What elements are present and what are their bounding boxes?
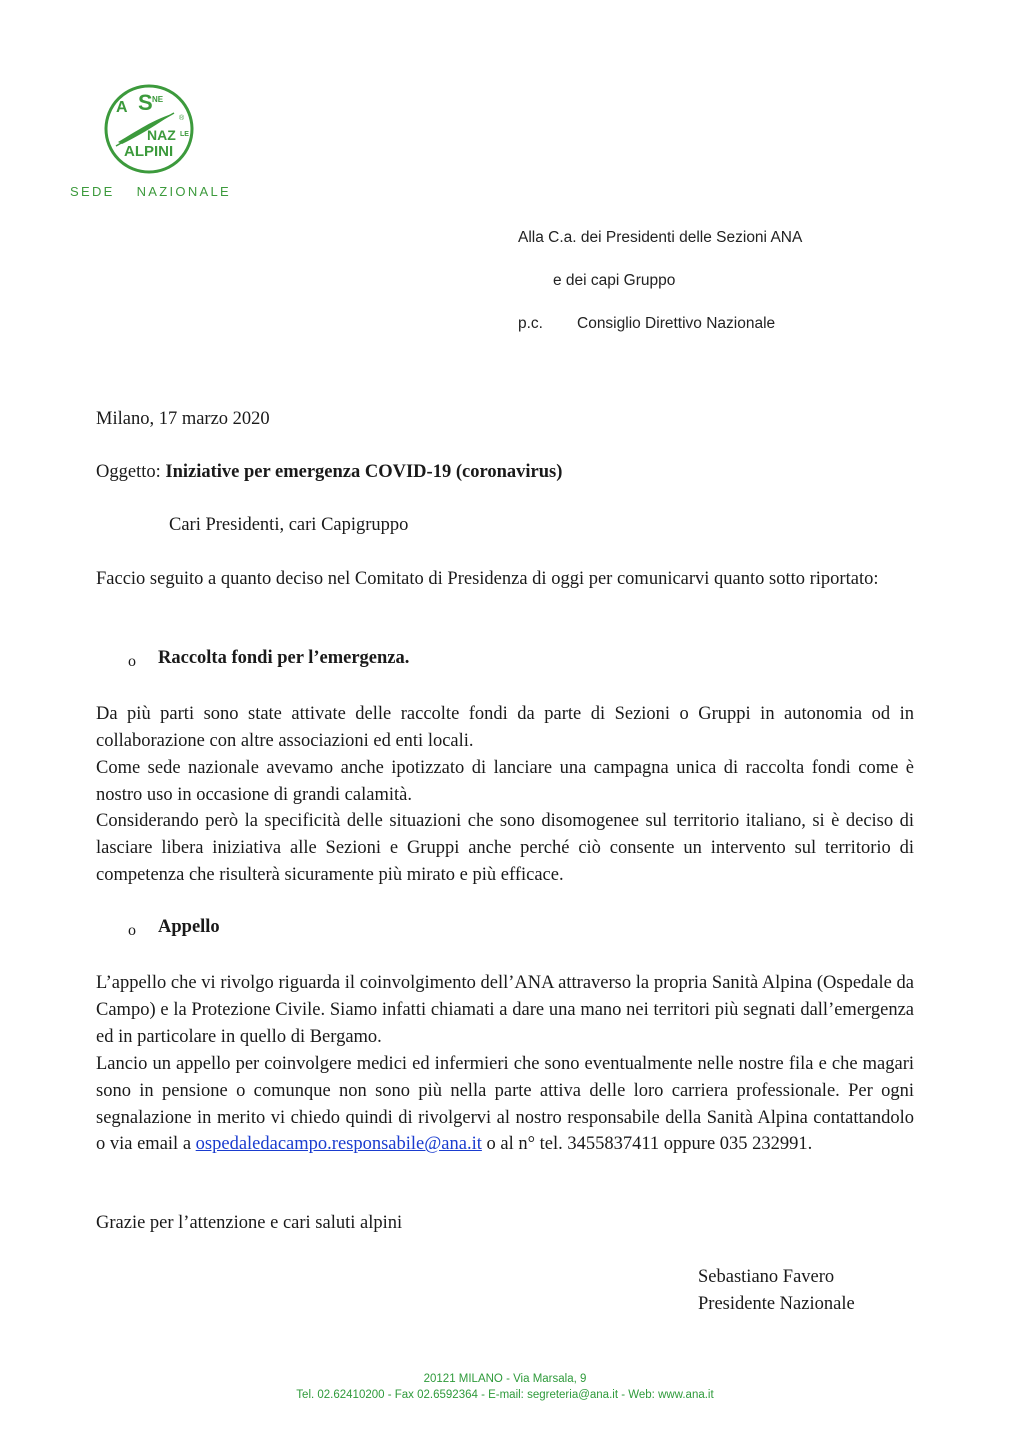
recipient-line-1: Alla C.a. dei Presidenti delle Sezioni ANA (518, 229, 803, 246)
ana-logo-icon (102, 82, 196, 176)
logo-alpini: ALPINI (124, 143, 174, 160)
section1-paragraph-3: Considerando però la specificità delle situazioni che sono disomogenee sul territorio italiano, si è deciso di lasciare libera iniziativa alle Sezioni e Gruppi anche perché ciò consente un intervento sul territorio di competenza che risulterà sicuramente più mirato e più efficace. (96, 811, 914, 885)
section-title-raccolta: Raccolta fondi per l’emergenza. (158, 648, 410, 668)
email-link[interactable]: ospedaledacampo.responsabile@ana.it (195, 1134, 482, 1155)
place-date: Milano, 17 marzo 2020 (96, 409, 270, 429)
logo-letter-a: A (116, 99, 128, 116)
sede-nazionale-label (70, 184, 231, 199)
pc-value: Consiglio Direttivo Nazionale (577, 315, 776, 332)
logo-ne: NE (152, 95, 164, 104)
signature-name: Sebastiano Favero (698, 1267, 835, 1287)
subject-text: Iniziative per emergenza COVID-19 (coronavirus) (165, 462, 563, 482)
section-title-appello: Appello (158, 917, 220, 937)
pc-label: p.c. (518, 315, 543, 332)
section2-paragraph-1: L’appello che vi rivolgo riguarda il coinvolgimento dell’ANA attraverso la propria Sanità Alpina (Ospedale da Campo) e la Protezione Civile. Siamo infatti chiamati a dare una mano nei territori più segnati dall’emergenza ed in particolare in quello di Bergamo. (96, 973, 914, 1047)
footer-address: 20121 MILANO - Via Marsala, 9 (423, 1373, 587, 1385)
nazionale-word: NAZIONALE (136, 184, 231, 199)
signature-title: Presidente Nazionale (698, 1294, 855, 1314)
bullet-marker: o (128, 922, 136, 939)
recipient-line-2: e dei capi Gruppo (553, 272, 676, 289)
logo-reg: ® (179, 115, 185, 122)
section2-paragraph-2 (96, 1051, 914, 1158)
sede-word: SEDE (70, 184, 115, 199)
bullet-marker: o (128, 653, 136, 670)
closing: Grazie per l’attenzione e cari saluti alpini (96, 1213, 403, 1233)
section1-paragraph-2: Come sede nazionale avevamo anche ipotizzato di lanciare una campagna unica di raccolta fondi come è nostro uso in occasione di grandi calamità. (96, 758, 914, 805)
greeting: Cari Presidenti, cari Capigruppo (169, 515, 409, 535)
footer-contacts: Tel. 02.62410200 - Fax 02.6592364 - E-mail: segreteria@ana.it - Web: www.ana.it (296, 1389, 714, 1401)
subject-line (96, 462, 562, 483)
subject-label: Oggetto: (96, 462, 161, 482)
logo-letter-s: S (138, 90, 153, 115)
intro-paragraph: Faccio seguito a quanto deciso nel Comitato di Presidenza di oggi per comunicarvi quanto sotto riportato: (96, 569, 879, 589)
logo-naz: NAZ (147, 127, 176, 143)
logo-le: LE (180, 131, 189, 138)
section2-text-after: o al n° tel. 3455837411 oppure 035 232991. (486, 1134, 813, 1155)
section1-paragraph-1: Da più parti sono state attivate delle raccolte fondi da parte di Sezioni o Gruppi in autonomia od in collaborazione con altre associazioni ed enti locali. (96, 704, 914, 751)
section2-text-before: Lancio un appello per coinvolgere medici ed infermieri che sono eventualmente nelle nostre fila e che magari sono in pensione o comunque non sono più nella parte attiva delle loro carriera professionale. Per ogni segnalazione in merito vi chiedo quindi di rivolgervi al nostro responsabile della Sanità Alpina contattandolo o via email a (96, 1054, 914, 1155)
